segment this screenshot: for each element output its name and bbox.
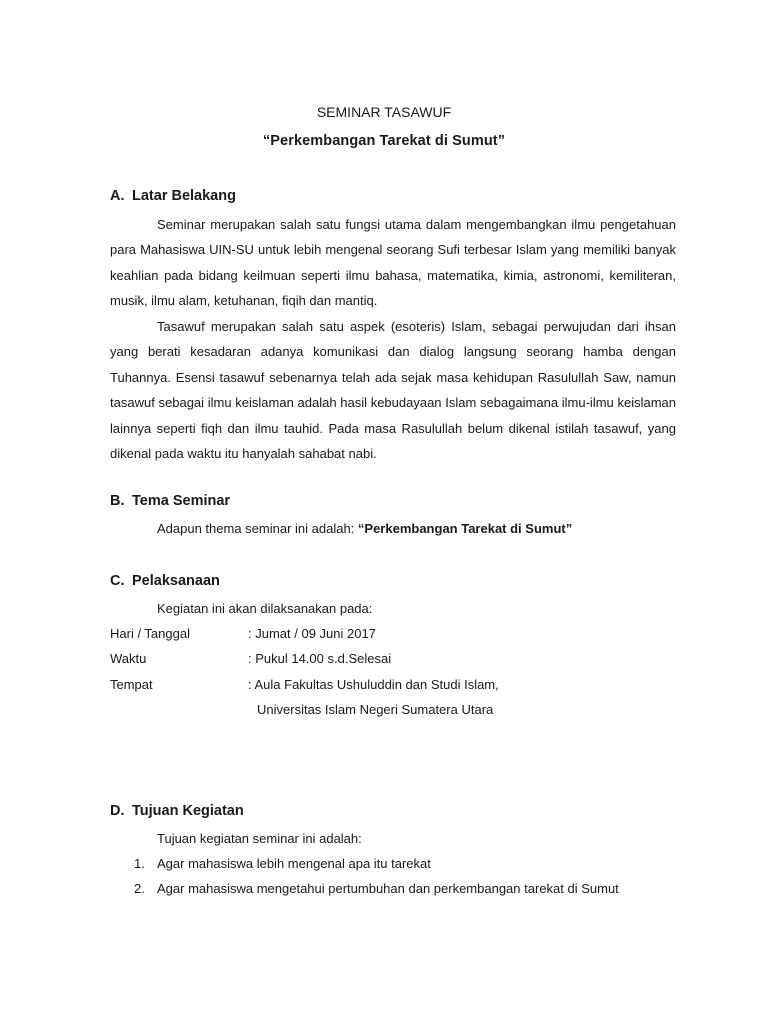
document-title: SEMINAR TASAWUF: [316, 104, 452, 120]
section-c-title: Pelaksanaan: [132, 573, 220, 589]
schedule-label: Tempat: [110, 677, 153, 692]
section-a-paragraph-1: Seminar merupakan salah satu fungsi utama dalam mengembangkan ilmu pengetahuan para Mahasiswa UIN-SU untuk lebih mengenal seorang Sufi terbesar Islam yang memiliki banyak keahlian pada bidang keilmuan seperti ilmu bahasa, matematika, kimia, astronomi, kemiliteran, musik, ilmu alam, ketuhanan, fiqih dan mantiq.: [110, 217, 676, 309]
list-item-number: 1.: [134, 856, 145, 871]
schedule-value: : Aula Fakultas Ushuluddin dan Studi Islam,: [248, 677, 499, 692]
schedule-label: Waktu: [110, 651, 147, 666]
section-a-number: A.: [110, 188, 125, 204]
section-b-heading: [110, 493, 230, 509]
schedule-row-place: [110, 677, 499, 692]
section-c-heading: [110, 573, 220, 589]
section-d-title: Tujuan Kegiatan: [132, 803, 244, 819]
section-d-number: D.: [110, 803, 125, 819]
schedule-label: Hari / Tanggal: [110, 626, 190, 641]
schedule-value: : Jumat / 09 Juni 2017: [248, 626, 376, 641]
section-b-title: Tema Seminar: [132, 493, 231, 509]
section-a-paragraph-2: Tasawuf merupakan salah satu aspek (esoteris) Islam, sebagai perwujudan dari ihsan yang berati kesadaran adanya komunikasi dan dialog langsung seorang hamba dengan Tuhannya. Esensi tasawuf sebenarnya telah ada sejak masa kehidupan Rasulullah Saw, namun tasawuf sebagai ilmu keislaman adalah hasil kebudayaan Islam sebagaimana ilmu-ilmu keislaman lainnya seperti fiqh dan ilmu tauhid. Pada masa Rasulullah belum dikenal istilah tasawuf, yang dikenal pada waktu itu hanyalah sahabat nabi.: [110, 319, 676, 462]
list-item-text: Agar mahasiswa mengetahui pertumbuhan dan perkembangan tarekat di Sumut: [157, 881, 619, 896]
list-item-text: Agar mahasiswa lebih mengenal apa itu tarekat: [157, 856, 431, 871]
section-a-heading: [110, 188, 236, 204]
section-d-heading: [110, 803, 244, 819]
section-c-intro: Kegiatan ini akan dilaksanakan pada:: [157, 601, 373, 616]
schedule-value: : Pukul 14.00 s.d.Selesai: [248, 651, 392, 666]
list-item: [134, 856, 431, 871]
schedule-row-time: [110, 651, 391, 666]
section-b-theme: “Perkembangan Tarekat di Sumut”: [357, 521, 573, 536]
list-item-number: 2.: [134, 881, 145, 896]
document-subtitle: “Perkembangan Tarekat di Sumut”: [262, 133, 506, 149]
section-b-intro: Adapun thema seminar ini adalah:: [157, 521, 358, 536]
section-d-intro: Tujuan kegiatan seminar ini adalah:: [157, 831, 362, 846]
list-item: [134, 881, 619, 896]
schedule-place-line-2: Universitas Islam Negeri Sumatera Utara: [257, 702, 494, 717]
section-b-theme-line: [157, 521, 572, 536]
section-c-number: C.: [110, 573, 125, 589]
schedule-row-date: [110, 626, 376, 641]
section-b-number: B.: [110, 493, 125, 509]
section-a-title: Latar Belakang: [132, 188, 236, 204]
